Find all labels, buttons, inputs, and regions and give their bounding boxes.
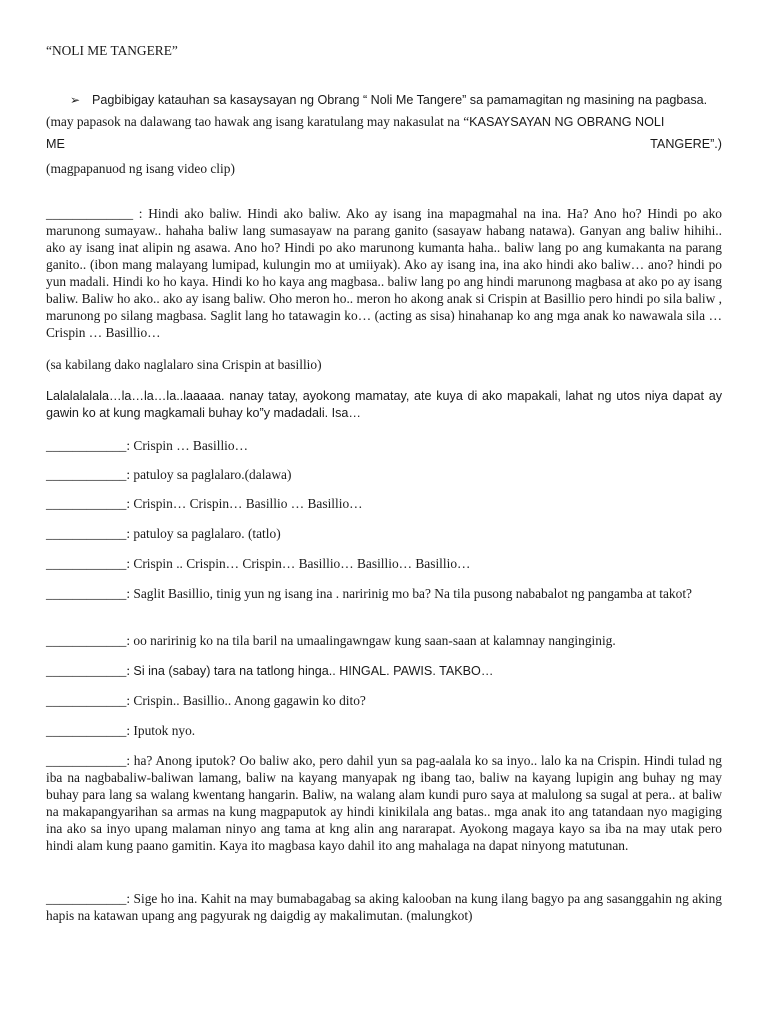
dialogue-line: ____________: Crispin… Crispin… Basillio … Basillio… [46, 496, 363, 511]
document-title: “NOLI ME TANGERE” [46, 43, 178, 58]
dialogue-line: ____________: patuloy sa paglalaro. (tatlo) [46, 526, 281, 541]
dialogue-line: ____________: oo naririnig ko na tila baril na umaalingawngaw kung saan-saan at kalamnay nanginginig. [46, 633, 616, 648]
stage-direction-1 [46, 113, 722, 131]
stage-direction-1-cont [46, 136, 722, 153]
monologue-paragraph: _____________ : Hindi ako baliw. Hindi ako baliw. Ako ay isang ina mapagmahal na ina. Ha? Ano ho? Hindi po ako marunong sumayaw.. hahaha baliw lang sumasayaw na parang ganito (sasayaw habang natawa). Ganyan ang baliw hihihi.. ako ay isang inat alipin ng asawa. Ano ho? Hindi po ako marunong kumanta haha.. baliw lang po ang kumakanta na parang ganito.. (ibon mang malayang lumipad, kulungin mo at umiiyak). Ako ay isang ina, ina ako hindi ako baliw… ano? hindi po yun madali. Hindi ko ho kaya. Hindi ko ho kaya ang magbasa.. baliw lang po ang hindi marunong magbasa at ako po ay isang baliw. Baliw ho ako.. ako ay isang baliw. Oho meron ho.. meron ho akong anak si Crispin at Basillio pero hindi po sila baliw , marunong po silang magbasa. Saglit lang ho tatawagin ko… (acting as sisa) hinahanap ko ang mga anak ko nawawala sila … Crispin … Basillio… [46, 206, 722, 340]
stage-direction-3: (sa kabilang dako naglalaro sina Crispin at basillio) [46, 357, 322, 372]
dialogue-line: ____________: Iputok nyo. [46, 723, 196, 738]
dialogue-line: ____________: Crispin … Basillio… [46, 438, 248, 453]
dialogue-paragraph: ____________: Sige ho ina. Kahit na may bumabagabag sa aking kalooban na kung ilang bagyo pa ang sasanggahin ng aking hapis na katawan upang ang pagyurak ng daigdig ay makalimutan. (malungkot) [46, 891, 722, 923]
dialogue-line: ____________: Crispin.. Basillio.. Anong gagawin ko dito? [46, 693, 366, 708]
intro-bullet [70, 91, 730, 109]
dialogue-paragraph: ____________: ha? Anong iputok? Oo baliw ako, pero dahil yun sa pag-aalala ko sa inyo.. lalo ka na Crispin. Hindi tulad ng iba na nagbabaliw-baliwan lamang, baliw na kayang manyapak ng ibang tao, baliw na kayang lupigin ang buhay ng may buhay para lang sa walang kwentang hangarin. Baliw, na walang alam kundi puro saya at malulong sa sugal at pera.. at baliw na makapangyarihan sa armas na kung magpaputok ay hindi kinikilala ang batas.. mga anak ito ang tatandaan nyo magiging ina ako sa inyo upang malaman ninyo ang tama at kng alin ang nararapat. Ayokong magaya kayo sa iba na may utak pero hindi alam kung paano gamitin. Kaya ito magbasa kayo dahil ito ang mahalaga na dapat ninyong matutunan. [46, 753, 722, 853]
dialogue-line [46, 662, 493, 680]
stage-direction-1-sign-me: ME [46, 137, 65, 151]
stage-direction-2: (magpapanuod ng isang video clip) [46, 161, 235, 176]
dialogue-line: ____________: patuloy sa paglalaro.(dalawa) [46, 467, 292, 482]
stage-direction-1-sign-end: TANGERE”.) [650, 137, 722, 151]
stage-direction-1-sign-text: KASAYSAYAN NG OBRANG NOLI [469, 115, 665, 129]
dialogue-text: Si ina (sabay) tara na tatlong hinga.. HINGAL. PAWIS. TAKBO… [133, 664, 494, 678]
stage-direction-1-text: (may papasok na dalawang tao hawak ang isang karatulang may nakasulat na “ [46, 114, 470, 129]
song-paragraph: Lalalalalala…la…la…la..laaaaa. nanay tatay, ayokong mamatay, ate kuya di ako mapakali, lahat ng utos niya dapat ay gawin ko at kung magkamali buhay ko”y madadali. Isa… [46, 389, 722, 420]
arrow-bullet-icon: ➢ [70, 93, 81, 107]
dialogue-line: ____________: Crispin .. Crispin… Crispin… Basillio… Basillio… Basillio… [46, 556, 471, 571]
speaker-blank: ____________: [46, 663, 134, 678]
dialogue-line: ____________: Saglit Basillio, tinig yun ng isang ina . naririnig mo ba? Na tila pusong nababalot ng pangamba at takot? [46, 586, 692, 601]
intro-bullet-text: Pagbibigay katauhan sa kasaysayan ng Obrang “ Noli Me Tangere” sa pamamagitan ng masining na pagbasa. [92, 93, 708, 107]
